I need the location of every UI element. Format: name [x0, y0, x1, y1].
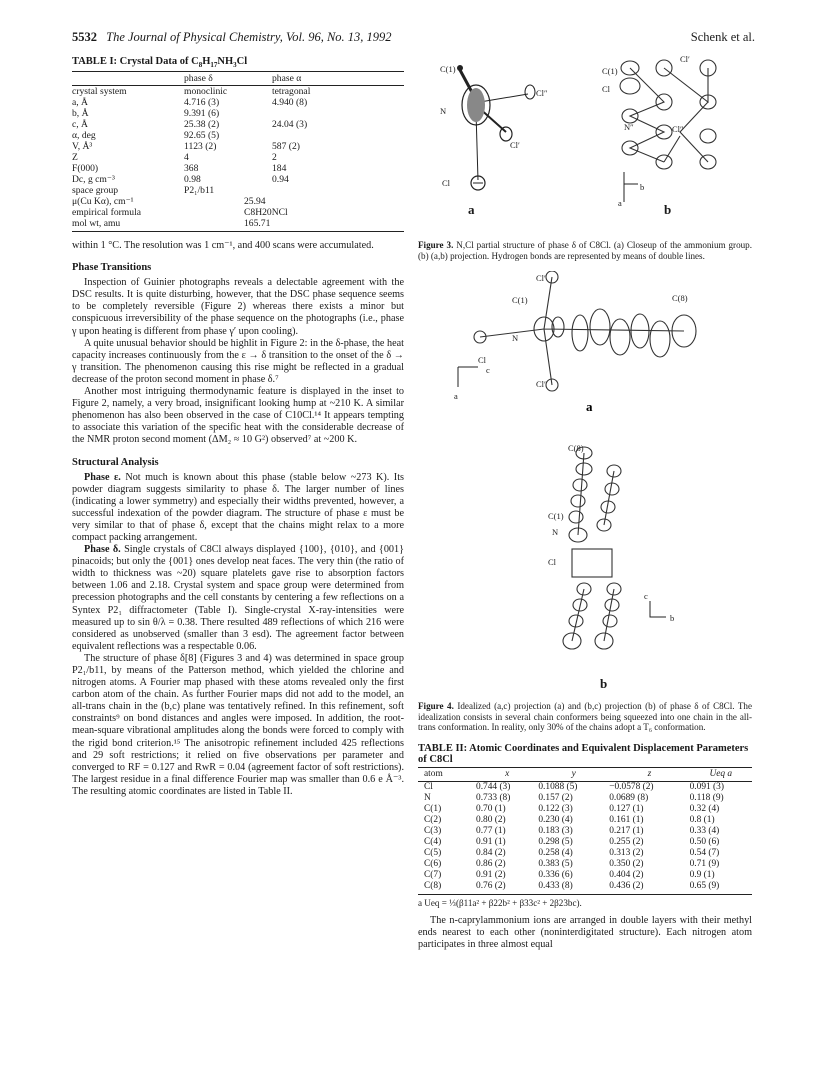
table2-row	[418, 815, 752, 826]
table2-cell: 0.157 (2)	[538, 792, 573, 803]
table2-cell: 0.258 (4)	[538, 847, 573, 858]
table1-title: TABLE I: Crystal Data of $C_8H_{17}NH_3Cl$	[72, 56, 248, 70]
table2-cell: C(4)	[424, 836, 442, 847]
table2-cell: 0.65 (9)	[689, 880, 720, 891]
table2-row	[418, 837, 752, 848]
table2-cell: 0.350 (2)	[609, 858, 644, 869]
table2-cell: 0.1088 (5)	[538, 781, 578, 792]
table1-cell-delta: 1123 (2)	[184, 141, 217, 153]
table1-cell-alpha: tetragonal	[272, 86, 311, 98]
f3-label-clpp: Cl″	[672, 124, 684, 134]
table1-cell-label: b, Å	[72, 108, 89, 120]
right-column	[418, 52, 752, 951]
table2-cell: 0.217 (1)	[609, 825, 644, 836]
phase-delta-text: Single crystals of C8Cl always displayed {100}, {010}, and {001} pinacoids; but only the {001} ones develop neat faces. The very thin (the ratio of width to thickness was ~20) square platelets gave rise to absorption factors between 1.06 and 2.18. Crystal system and space group were determined from precession photographs and the cell constants by centering a few reflections on a Syntex P2₁ diffractometer (Table I). Single-crystal X-ray-intensities were measured up to sin θ/λ = 0.38. There resulted 489 reflections of which 216 were considered as unobserved (smaller than 3 esd). The agreement factor between equivalent reflections was a respectable 0.06.	[72, 544, 404, 652]
f4-axis-b: b	[670, 613, 675, 624]
table1-cell-label: μ(Cu Kα), cm⁻¹	[72, 196, 134, 208]
table2-cell: 0.76 (2)	[476, 880, 506, 891]
table1-cell-label: crystal system	[72, 86, 127, 98]
f3-label-n: N	[440, 106, 447, 116]
table1-row	[72, 130, 404, 141]
table1-cell-alpha	[272, 130, 404, 141]
f4-axis-c: c	[486, 365, 490, 376]
table2-footnote: a Ueq = ⅓(β11a² + β22b² + β33c² + 2β23bc).	[418, 897, 582, 908]
table2-cell: −0.0578 (2)	[609, 781, 654, 792]
table2-cell: C(5)	[424, 847, 442, 858]
f3-axis-a: a	[618, 198, 622, 208]
journal-citation: The Journal of Physical Chemistry, Vol. 96, No. 13, 1992	[106, 30, 392, 44]
table2-cell: 0.183 (3)	[538, 825, 573, 836]
figure3-panel-a-label: a	[468, 202, 475, 217]
f3-label-cl: Cl	[442, 178, 451, 188]
f4-label-clp: Cl′	[536, 273, 546, 284]
table1-cell-delta: 368	[184, 163, 199, 175]
table2-cell: 0.255 (2)	[609, 836, 644, 847]
figure4-panel-b-label: b	[600, 676, 608, 692]
table1-cell-delta: 0.98	[184, 174, 201, 186]
intro-paragraph: within 1 °C. The resolution was 1 cm⁻¹, and 400 scans were accumulated.	[72, 240, 374, 252]
table2-cell: 0.298 (5)	[538, 836, 573, 847]
table2-row	[418, 793, 752, 804]
running-authors: Schenk et al.	[690, 30, 755, 44]
table1-cell-alpha: 2	[272, 152, 277, 164]
table1-row	[72, 207, 404, 218]
f3-label-cld: Cl′	[510, 140, 520, 150]
table1-cell-label: empirical formula	[72, 207, 141, 219]
figure3-caption-text: N,Cl partial structure of phase δ of C8Cl. (a) Closeup of the ammonium group. (b) (a,b) projection. Hydrogen bonds are represented by means of double lines.	[418, 240, 752, 261]
figure3-panel-a	[440, 64, 548, 190]
f3-label-cldd: Cl″	[536, 88, 548, 98]
table2-row	[418, 859, 752, 870]
f4-label-c8b: C(8)	[568, 443, 584, 454]
table1-row	[72, 86, 404, 97]
table2-cell: 0.33 (4)	[689, 825, 720, 836]
table1-cell-label: mol wt, amu	[72, 218, 121, 230]
table2-cell: 0.436 (2)	[609, 880, 644, 891]
table2-cell: 0.84 (2)	[476, 847, 506, 858]
f3-label-nb: N″	[624, 122, 634, 132]
table1-cell-delta: 4.716 (3)	[184, 97, 220, 109]
table1-cell-alpha	[272, 185, 404, 196]
figure4-panel-a-label: a	[586, 399, 593, 415]
table1-cell-label: space group	[72, 185, 119, 197]
table2-cell: 0.86 (2)	[476, 858, 506, 869]
runin-phase-eps: Phase ε.	[84, 471, 121, 483]
table2-col-x: x	[505, 768, 510, 779]
table2-cell: 0.433 (8)	[538, 880, 573, 891]
table2-title: TABLE II: Atomic Coordinates and Equivalent Displacement Parameters of C8Cl	[418, 742, 749, 765]
table1-cell-label: Dc, g cm⁻³	[72, 174, 115, 186]
figure4-panel-a	[454, 271, 696, 414]
table2-cell: Cl	[424, 781, 433, 792]
figure4-caption	[418, 701, 752, 733]
paragraph-pt2: A quite unusual behavior should be highlit in Figure 2: in the δ-phase, the heat capacity increases continuously from the ε → δ transition to the onset of the δ → γ transition. The phenomenon causing this rise might be reflected in a gradual decrease of the proton second moment in phase δ.⁷	[72, 337, 404, 385]
table2-row	[418, 881, 752, 892]
f4-label-n: N	[512, 333, 519, 344]
table2-cell: C(7)	[424, 869, 442, 880]
table1-cell-delta: monoclinic	[184, 86, 228, 98]
table2-cell: 0.733 (8)	[476, 792, 511, 803]
table1-cell-alpha: 587 (2)	[272, 141, 300, 153]
table1-cell-delta: 4	[184, 152, 189, 164]
table2-cell: 0.404 (2)	[609, 869, 644, 880]
f4-axis-c2: c	[644, 591, 648, 602]
table2-cell: 0.9 (1)	[689, 869, 715, 880]
table1-cell-label: V, Å³	[72, 141, 93, 153]
table2-cell: 0.118 (9)	[689, 792, 724, 803]
table2-cell: 0.127 (1)	[609, 803, 644, 814]
table2-cell: 0.91 (1)	[476, 836, 506, 847]
figure3	[418, 52, 752, 240]
runin-phase-delta: Phase δ.	[84, 544, 121, 556]
f3-label-clp: Cl′	[680, 54, 690, 64]
table1-cell-alpha: 184	[272, 163, 287, 175]
left-column	[72, 52, 404, 798]
table2-row	[418, 870, 752, 881]
table1-cell-alpha	[272, 108, 404, 119]
table2-cell: 0.71 (9)	[689, 858, 720, 869]
f4-label-clb: Cl	[548, 557, 557, 568]
page-number: 5532	[72, 30, 97, 44]
heading-structural-analysis: Structural Analysis	[72, 456, 159, 468]
figure3-caption	[418, 240, 752, 261]
table1-cell-label: c, Å	[72, 119, 88, 131]
table2-cell: 0.744 (3)	[476, 781, 511, 792]
table1-cell-label: α, deg	[72, 130, 96, 142]
table2-cell: 0.383 (5)	[538, 858, 573, 869]
table2-cell: 0.8 (1)	[689, 814, 715, 825]
table2-row	[418, 782, 752, 793]
table1-cell-alpha: 24.04 (3)	[272, 119, 308, 131]
table1-row	[72, 119, 404, 130]
table2	[418, 768, 752, 892]
f3-label-clb: Cl	[602, 84, 611, 94]
table1-col-delta: phase δ	[184, 73, 213, 85]
table1-cell-delta: 92.65 (5)	[184, 130, 220, 142]
f4-label-clpp: Cl″	[536, 379, 548, 390]
table1-row	[72, 185, 404, 196]
f4-label-cl: Cl	[478, 355, 487, 366]
table1-cell-alpha: 0.94	[272, 174, 289, 186]
table2-row	[418, 804, 752, 815]
table1-cell-label: Z	[72, 152, 78, 164]
table1-cell-shared: 165.71	[244, 218, 271, 230]
paragraph-phase-delta-2: The structure of phase δ[8] (Figures 3 and 4) was determined in space group P2₁/b11, by means of the Patterson method, which yielded the chlorine and nitrogen atoms. A Fourier map phased with these atoms revealed only the first carbon atom of the chain. As further Fourier maps did not add to the model, an all-trans chain in the (b,c) plane was tentatively refined. In this refinement, soft constraints⁹ on bond distances and angles were imposed. In addition, the root-mean-square vibrational amplitudes along the bonds were forced to comply with the rigid bond criterion.¹⁵ The anisotropic refinement included 425 reflections and 29 soft restrictions; it relied on five observations per parameter and converged to RF = 0.127 and RwR = 0.04 (agreement factor of soft restrictions). The largest residue in a final difference Fourier map was smaller than 0.6 e Å⁻³. The resulting atomic coordinates are listed in Table II.	[72, 652, 404, 797]
table2-cell: C(8)	[424, 880, 442, 891]
table1-cell-label: F(000)	[72, 163, 99, 175]
f3-label-c1: C(1)	[440, 64, 456, 74]
paragraph-pt1: Inspection of Guinier photographs reveals a delectable agreement with the DSC results. It is quite disturbing, however, that the DSC phase sequence seems to be completely reversible (Figure 2) whereas there exists a minor but conspicuous irreversibility of the phase sequence on the photographs (i.e., phase γ upon heating is different from phase γ′ upon cooling).	[72, 277, 404, 337]
f4-axis-a: a	[454, 391, 458, 402]
f3-axis-b: b	[640, 182, 645, 192]
table1-row	[72, 152, 404, 163]
figure3-panel-b-label: b	[664, 202, 672, 217]
paragraph-pt3: Another most intriguing thermodynamic feature is displayed in the inset to Figure 2, namely, a very broad, insignificant looking hump at ~210 K. A similar phenomenon has also been observed in the case of C10Cl.¹⁴ It appears tempting to associate this variation of the specific heat with the considerable decrease of the NMR proton second moment (ΔM₂ ≈ 10 G²) observed⁷ at ~200 K.	[72, 386, 404, 446]
table1-row	[72, 97, 404, 108]
table2-cell: 0.77 (1)	[476, 825, 506, 836]
figure4-caption-head: Figure 4.	[418, 701, 454, 712]
table2-bottom-rule	[418, 894, 752, 895]
table1-row	[72, 163, 404, 174]
table2-cell: 0.70 (1)	[476, 803, 506, 814]
table2-cell: 0.122 (3)	[538, 803, 573, 814]
table2-cell: 0.161 (1)	[609, 814, 644, 825]
table2-header-row	[418, 768, 752, 781]
table2-col-z: z	[647, 768, 652, 779]
f4-label-nb: N	[552, 527, 559, 538]
table1-row	[72, 174, 404, 185]
table2-cell: C(3)	[424, 825, 442, 836]
table2-cell: C(1)	[424, 803, 442, 814]
table2-cell: C(2)	[424, 814, 442, 825]
table2-col-ueq: Ueq a	[709, 768, 733, 779]
table1-row	[72, 141, 404, 152]
table1-cell-shared: 25.94	[244, 196, 266, 208]
paragraph-right-end: The n-caprylammonium ions are arranged in double layers with their methyl ends nearest to each other (noninterdigitated structure). Each nitrogen atom participates in three almost equal	[418, 914, 752, 950]
table2-cell: 0.091 (3)	[689, 781, 724, 792]
figure3-panel-b	[602, 54, 716, 208]
table2-cell: 0.80 (2)	[476, 814, 506, 825]
table1-row	[72, 218, 404, 229]
table1-cell-alpha: 4.940 (8)	[272, 97, 308, 109]
table2-row	[418, 848, 752, 859]
table2-cell: 0.54 (7)	[689, 847, 720, 858]
heading-phase-transitions: Phase Transitions	[72, 262, 152, 274]
f4-label-c8: C(8)	[672, 293, 688, 304]
table2-cell: 0.91 (2)	[476, 869, 506, 880]
table2-cell: 0.50 (6)	[689, 836, 720, 847]
figure4-drawing	[418, 271, 752, 671]
f4-label-c1: C(1)	[512, 295, 528, 306]
table1-cell-delta: 9.391 (6)	[184, 108, 220, 120]
table2-col-y: y	[571, 768, 576, 779]
table2-cell: C(6)	[424, 858, 442, 869]
figure4-caption-text: Idealized (a,c) projection (a) and (b,c) projection (b) of phase δ of C8Cl. The idealization consists in several chain conformers being squeezed into one chain in the all-trans conformation. In reality, only 30% of the chains adopt a T₆ conformation.	[418, 701, 752, 733]
table2-cell: 0.0689 (8)	[609, 792, 649, 803]
table2-row	[418, 826, 752, 837]
page-header	[72, 30, 755, 48]
table2-cell: 0.336 (6)	[538, 869, 573, 880]
table1-header-row	[72, 72, 404, 85]
table1-cell-delta: P2₁/b11	[184, 185, 215, 197]
phase-eps-text: Not much is known about this phase (stable below ~273 K). Its powder diagram suggests similarity to phase δ. The larger number of lines (indicating a lower symmetry) and especially their widths prevented, however, a successful indexation of the powder diagram. The structure of phase ε must be very similar to that of phase δ, except that the chains might relax to a more compact packing arrangement.	[72, 471, 404, 543]
figure4-panel-b	[548, 443, 674, 649]
table1-bottom-rule	[72, 231, 404, 232]
table1-cell-delta: 25.38 (2)	[184, 119, 220, 131]
f3-label-c1b: C(1)	[602, 66, 618, 76]
table2-col-atom: atom	[424, 768, 443, 779]
paragraph-phase-delta	[72, 544, 404, 653]
table1-row	[72, 196, 404, 207]
table2-cell: 0.313 (2)	[609, 847, 644, 858]
table1-cell-label: a, Å	[72, 97, 88, 109]
table2-cell: N	[424, 792, 431, 803]
table1-row	[72, 108, 404, 119]
table1	[72, 72, 404, 229]
f4-label-c1b: C(1)	[548, 511, 564, 522]
table2-cell: 0.230 (4)	[538, 814, 573, 825]
table1-cell-shared: C8H20NCl	[244, 207, 288, 219]
table2-cell: 0.32 (4)	[689, 803, 720, 814]
figure3-caption-head: Figure 3.	[418, 240, 454, 250]
paragraph-phase-eps	[72, 472, 404, 545]
table1-col-alpha: phase α	[272, 73, 302, 85]
figure4	[418, 271, 752, 701]
